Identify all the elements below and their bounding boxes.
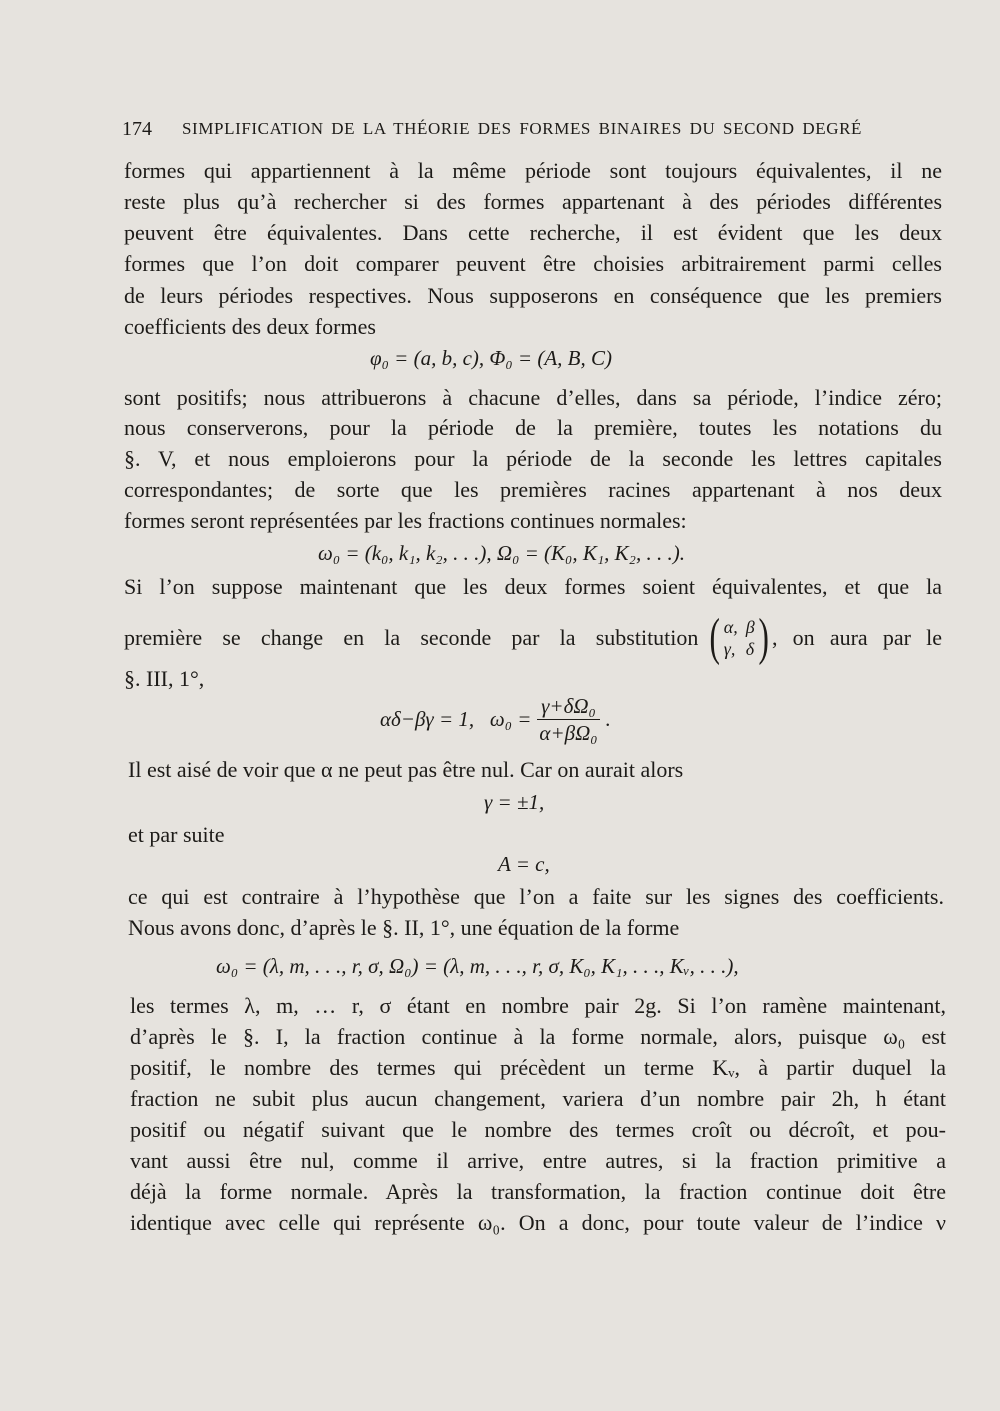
text-line: formes seront représentées par les fractions continues normales:	[124, 508, 687, 533]
running-header	[122, 114, 862, 144]
text-line: nous conserverons, pour la période de la première, toutes les notations du	[124, 415, 942, 440]
text-line: sont positifs; nous attribuerons à chacune d’elles, dans sa période, l’indice zéro;	[124, 385, 942, 410]
fraction-numerator: γ+δΩ₀	[537, 693, 600, 720]
text-line: Il est aisé de voir que α ne peut pas être nul. Car on aurait alors	[128, 757, 684, 782]
text-line: fraction ne subit plus aucun changement, variera d’un nombre pair 2h, h étant	[130, 1086, 946, 1111]
text-fragment: première se change en la seconde par la substitution	[124, 625, 699, 650]
text-line: formes qui appartiennent à la même période sont toujours équivalentes, il ne	[124, 158, 942, 183]
text-line-substitution	[124, 609, 942, 666]
text-line: et par suite	[128, 822, 225, 847]
formula-forms: φ₀ = (a, b, c), Φ₀ = (A, B, C)	[370, 346, 613, 370]
matrix-cell: β	[745, 617, 755, 637]
text-line: de leurs périodes respectives. Nous supposerons en conséquence que les premiers	[124, 283, 942, 308]
text-line: positif ou négatif suivant que le nombre des termes croît ou décroît, et pou-	[130, 1117, 946, 1142]
fraction	[535, 693, 601, 746]
text-line: positif, le nombre des termes qui précèdent un terme Kᵥ, à partir duquel la	[130, 1055, 946, 1080]
formula-continued-fractions: ω₀ = (k₀, k₁, k₂, . . .), Ω₀ = (K₀, K₁, K₂, . . .).	[318, 541, 685, 565]
formula-equivalence	[380, 693, 611, 746]
matrix-cell: α,	[723, 617, 738, 637]
fraction-denominator: α+βΩ₀	[539, 721, 598, 745]
text-line: formes que l’on doit comparer peuvent être choisies arbitrairement parmi celles	[124, 251, 942, 276]
matrix-cell: δ	[745, 639, 755, 659]
text-line: les termes λ, m, … r, σ étant en nombre pair 2g. Si l’on ramène maintenant,	[130, 993, 946, 1018]
left-paren: (	[709, 609, 721, 666]
text-line: §. V, et nous emploierons pour la période de la seconde les lettres capitales	[124, 446, 942, 471]
formula-part: αδ−βγ = 1, ω₀ =	[380, 707, 532, 731]
text-fragment: , on aura par le	[772, 625, 942, 650]
matrix-cell: γ,	[723, 639, 736, 659]
text-line: déjà la forme normale. Après la transformation, la fraction continue doit être	[130, 1179, 946, 1204]
substitution-matrix	[706, 609, 772, 666]
text-line: identique avec celle qui représente ω₀. On a donc, pour toute valeur de l’indice ν	[130, 1210, 946, 1235]
text-line: ce qui est contraire à l’hypothèse que l’on a faite sur les signes des coefficients.	[128, 884, 944, 909]
text-line: Nous avons donc, d’après le §. II, 1°, une équation de la forme	[128, 915, 680, 940]
text-line: reste plus qu’à rechercher si des formes appartenant à des périodes différentes	[124, 189, 942, 214]
text-line: coefficients des deux formes	[124, 314, 376, 339]
right-paren: )	[758, 609, 769, 666]
text-line: vant aussi être nul, comme il arrive, entre autres, si la fraction primitive a	[130, 1148, 946, 1173]
text-line: correspondantes; de sorte que les premières racines appartenant à nos deux	[124, 477, 942, 502]
text-line: d’après le §. I, la fraction continue à la forme normale, alors, puisque ω₀ est	[130, 1024, 946, 1049]
text-line: §. III, 1°,	[124, 666, 205, 691]
running-title: SIMPLIFICATION DE LA THÉORIE DES FORMES BINAIRES DU SECOND DEGRÉ	[182, 119, 862, 138]
formula-A-equals-c: A = c,	[498, 852, 550, 876]
formula-gamma: γ = ±1,	[484, 790, 545, 814]
text-line: Si l’on suppose maintenant que les deux formes soient équivalentes, et que la	[124, 574, 942, 599]
text-line: peuvent être équivalentes. Dans cette recherche, il est évident que les deux	[124, 220, 942, 245]
page-number: 174	[122, 118, 152, 140]
formula-part: .	[605, 707, 611, 731]
formula-continued-fraction-form: ω₀ = (λ, m, . . ., r, σ, Ω₀) = (λ, m, . . ., r, σ, K₀, K₁, . . ., Kᵥ, . . .),	[216, 954, 739, 978]
